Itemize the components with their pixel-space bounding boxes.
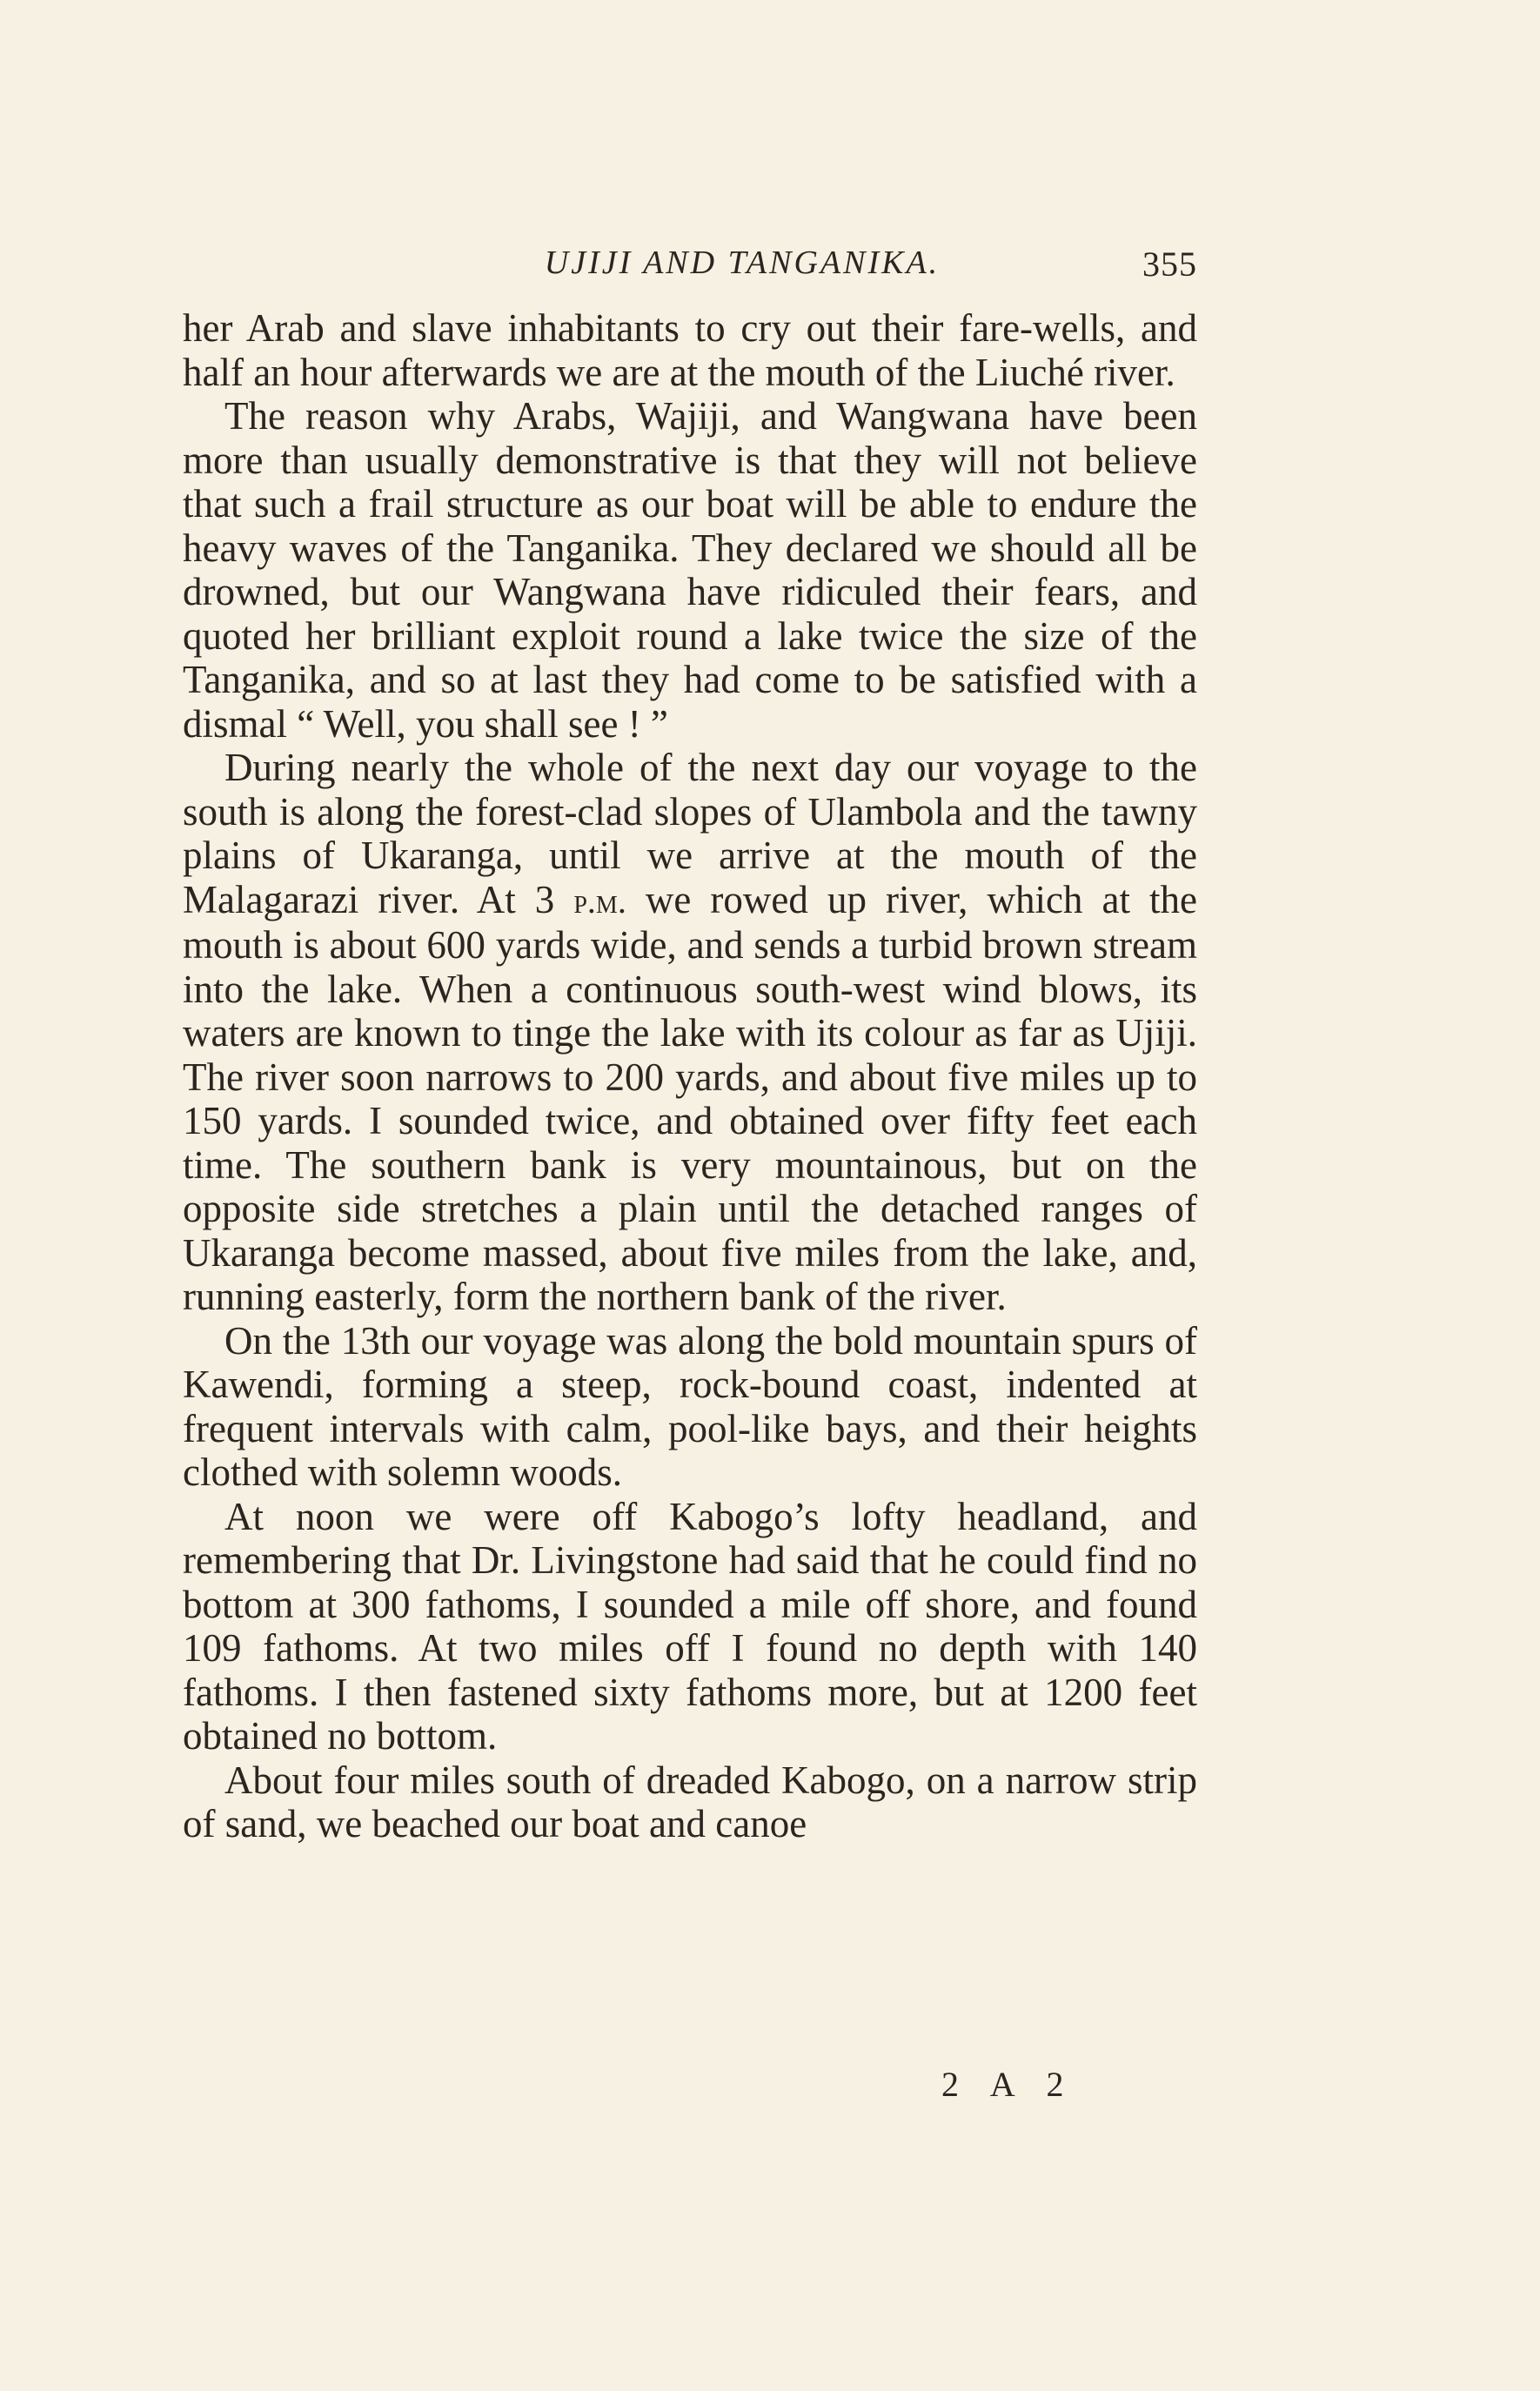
paragraph <box>183 746 1197 1319</box>
paragraph-text: we rowed up river, which at the mouth is about 600 yards wide, and sends a turbid brown stream into the lake. When a continuous south-west wind blows, its waters are known to tinge the lake with its colour as far as Ujiji. The river soon narrows to 200 yards, and about five miles up to 150 yards. I sounded twice, and obtained over fifty feet each time. The southern bank is very mountainous, but on the opposite side stretches a plain until the detached ranges of Ukaranga become massed, about five miles from the lake, and, running easterly, form the northern bank of the river. <box>183 877 1198 1318</box>
running-head <box>183 244 1197 296</box>
paragraph: her Arab and slave inhabitants to cry out their fare-wells, and half an hour afterwards we are at the mouth of the Liuché river. <box>183 306 1197 394</box>
paragraph: About four miles south of dreaded Kabogo, on a narrow strip of sand, we beached our boat and canoe <box>183 1758 1197 1845</box>
paragraph-text: During nearly the whole of the next day our voyage to the south is along the forest-clad slopes of Ulambola and the tawny plains of Ukaranga, until we arrive at the mouth of the Malagarazi river. At 3 <box>183 746 1197 921</box>
paragraph: At noon we were off Kabogo’s lofty headland, and remembering that Dr. Livingstone had said that he could find no bottom at 300 fathoms, I sounded a mile off shore, and found 109 fathoms. At two miles off I found no depth with 140 fathoms. I then fastened sixty fathoms more, but at 1200 feet obtained no bottom. <box>183 1494 1197 1758</box>
signature-mark: 2 A 2 <box>941 2065 1076 2104</box>
paragraph: The reason why Arabs, Wajiji, and Wangwana have been more than usually demonstrative is that they will not believe that such a frail structure as our boat will be able to endure the heavy waves of the Tanganika. They declared we should all be drowned, but our Wangwana have ridiculed their fears, and quoted her brilliant exploit round a lake twice the size of the Tanganika, and so at last they had come to be satisfied with a dismal “ Well, you shall see ! ” <box>183 394 1197 746</box>
time-mark: p.m. <box>573 881 626 921</box>
page-number: 355 <box>1142 244 1197 284</box>
body-text <box>183 306 1197 1846</box>
running-title: UJIJI AND TANGANIKA. <box>544 244 941 281</box>
paragraph: On the 13th our voyage was along the bold mountain spurs of Kawendi, forming a steep, rock-bound coast, indented at frequent intervals with calm, pool-like bays, and their heights clothed with solemn woods. <box>183 1318 1197 1494</box>
